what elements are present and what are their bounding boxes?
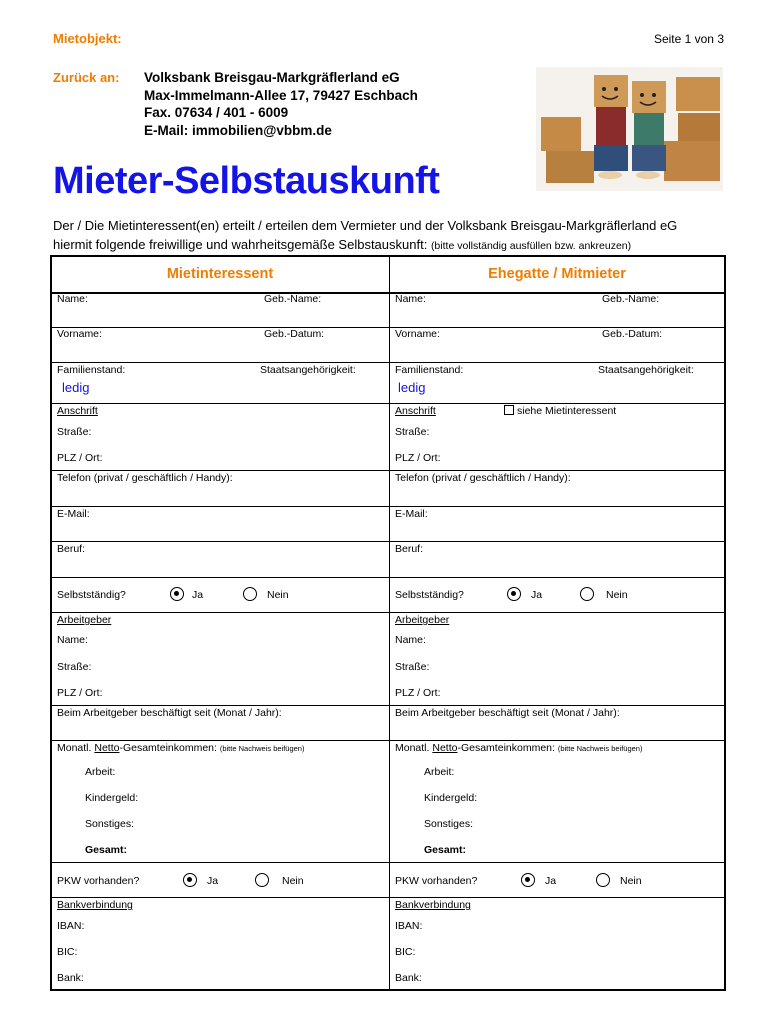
income-suffix: -Gesamteinkommen: xyxy=(119,742,217,754)
employer-zip-city-field[interactable]: PLZ / Ort: xyxy=(57,687,103,699)
co-self-employed-no-radio[interactable] xyxy=(580,587,594,601)
zip-city-field[interactable]: PLZ / Ort: xyxy=(57,452,103,464)
income-label xyxy=(57,742,304,754)
row-divider xyxy=(50,897,726,898)
income-prefix: Monatl. xyxy=(395,742,430,754)
income-other-field[interactable]: Sonstiges: xyxy=(85,818,135,830)
return-label: Zurück an: xyxy=(53,70,120,85)
phone-field[interactable]: Telefon (privat / geschäftlich / Handy): xyxy=(57,472,233,484)
income-prefix: Monatl. xyxy=(57,742,92,754)
income-note: (bitte Nachweis beifügen) xyxy=(557,744,643,753)
street-field[interactable]: Straße: xyxy=(57,426,92,438)
income-netto: Netto xyxy=(94,742,120,754)
yes-label: Ja xyxy=(545,875,557,887)
employer-name-field[interactable]: Name: xyxy=(57,634,88,646)
no-label: Nein xyxy=(282,875,304,887)
co-self-employed-yes-radio[interactable] xyxy=(507,587,521,601)
bic-field[interactable]: BIC: xyxy=(57,946,78,958)
employer-street-field[interactable]: Straße: xyxy=(57,661,92,673)
name-field[interactable]: Name: xyxy=(57,293,88,305)
co-employer-heading: Arbeitgeber xyxy=(395,614,450,626)
co-income-total-field[interactable]: Gesamt: xyxy=(424,844,467,856)
header-divider xyxy=(389,255,390,293)
profession-field[interactable]: Beruf: xyxy=(57,543,86,555)
yes-label: Ja xyxy=(531,589,543,601)
header-photo xyxy=(536,67,723,191)
employed-since-field[interactable]: Beim Arbeitgeber beschäftigt seit (Monat / Jahr): xyxy=(57,707,282,719)
co-employer-zip-city-field[interactable]: PLZ / Ort: xyxy=(395,687,441,699)
intro-text xyxy=(53,216,743,256)
co-car-label: PKW vorhanden? xyxy=(395,875,478,887)
co-zip-city-field[interactable]: PLZ / Ort: xyxy=(395,452,441,464)
column-header-applicant: Mietinteressent xyxy=(166,266,274,282)
co-profession-field[interactable]: Beruf: xyxy=(395,543,424,555)
employer-heading: Arbeitgeber xyxy=(57,614,112,626)
income-child-benefit-field[interactable]: Kindergeld: xyxy=(85,792,139,804)
nationality-field[interactable]: Staatsangehörigkeit: xyxy=(260,364,356,376)
co-bank-heading: Bankverbindung xyxy=(395,899,471,911)
income-total-field[interactable]: Gesamt: xyxy=(85,844,128,856)
return-address xyxy=(144,69,418,139)
car-no-radio[interactable] xyxy=(255,873,269,887)
birth-date-field[interactable]: Geb.-Datum: xyxy=(264,328,325,340)
income-note: (bitte Nachweis beifügen) xyxy=(219,744,305,753)
co-bic-field[interactable]: BIC: xyxy=(395,946,416,958)
same-address-checkbox[interactable] xyxy=(504,405,514,415)
row-divider xyxy=(50,740,726,741)
car-label: PKW vorhanden? xyxy=(57,875,140,887)
co-name-field[interactable]: Name: xyxy=(395,293,426,305)
iban-field[interactable]: IBAN: xyxy=(57,920,85,932)
row-divider xyxy=(50,506,726,507)
address-heading: Anschrift xyxy=(57,405,98,417)
co-marital-status-label: Familienstand: xyxy=(395,364,464,376)
birth-name-field[interactable]: Geb.-Name: xyxy=(264,293,322,305)
marital-status-label: Familienstand: xyxy=(57,364,126,376)
bank-heading: Bankverbindung xyxy=(57,899,133,911)
page-number: Seite 1 von 3 xyxy=(653,32,724,46)
co-employer-street-field[interactable]: Straße: xyxy=(395,661,430,673)
address-line: E-Mail: immobilien@vbbm.de xyxy=(144,122,332,138)
co-car-no-radio[interactable] xyxy=(596,873,610,887)
column-divider xyxy=(389,293,390,991)
no-label: Nein xyxy=(620,875,642,887)
row-divider xyxy=(50,362,726,363)
co-birth-date-field[interactable]: Geb.-Datum: xyxy=(602,328,663,340)
address-line: Volksbank Breisgau-Markgräflerland eG xyxy=(144,70,400,85)
co-bank-name-field[interactable]: Bank: xyxy=(395,972,422,984)
co-iban-field[interactable]: IBAN: xyxy=(395,920,423,932)
row-divider xyxy=(50,541,726,542)
co-income-work-field[interactable]: Arbeit: xyxy=(424,766,455,778)
row-divider xyxy=(50,705,726,706)
email-field[interactable]: E-Mail: xyxy=(57,508,90,520)
co-income-other-field[interactable]: Sonstiges: xyxy=(424,818,474,830)
co-car-yes-radio[interactable] xyxy=(521,873,535,887)
co-self-employed-label: Selbstständig? xyxy=(395,589,464,601)
yes-label: Ja xyxy=(192,589,204,601)
self-employed-yes-radio[interactable] xyxy=(170,587,184,601)
no-label: Nein xyxy=(606,589,628,601)
co-street-field[interactable]: Straße: xyxy=(395,426,430,438)
intro-note: (bitte vollständig ausfüllen bzw. ankreuzen) xyxy=(430,240,632,252)
co-nationality-field[interactable]: Staatsangehörigkeit: xyxy=(598,364,694,376)
co-employer-name-field[interactable]: Name: xyxy=(395,634,426,646)
row-divider xyxy=(50,612,726,613)
self-employed-label: Selbstständig? xyxy=(57,589,126,601)
co-income-child-benefit-field[interactable]: Kindergeld: xyxy=(424,792,478,804)
row-divider xyxy=(50,470,726,471)
same-address-label: siehe Mietinteressent xyxy=(517,405,617,417)
yes-label: Ja xyxy=(207,875,219,887)
no-label: Nein xyxy=(267,589,289,601)
co-address-heading: Anschrift xyxy=(395,405,436,417)
page-title: Mieter-Selbstauskunft xyxy=(53,160,440,202)
address-line: Max-Immelmann-Allee 17, 79427 Eschbach xyxy=(144,87,418,103)
co-marital-status-value[interactable]: ledig xyxy=(398,380,426,395)
marital-status-value[interactable]: ledig xyxy=(62,380,90,395)
income-netto: Netto xyxy=(432,742,458,754)
co-birth-name-field[interactable]: Geb.-Name: xyxy=(602,293,660,305)
intro-line-text: hiermit folgende freiwillige und wahrheitsgemäße Selbstauskunft: xyxy=(53,237,428,252)
co-income-label xyxy=(395,742,642,754)
bank-name-field[interactable]: Bank: xyxy=(57,972,84,984)
co-phone-field[interactable]: Telefon (privat / geschäftlich / Handy): xyxy=(395,472,571,484)
co-first-name-field[interactable]: Vorname: xyxy=(395,328,440,340)
object-label: Mietobjekt: xyxy=(53,31,122,46)
intro-line: Der / Die Mietinteressent(en) erteilt / erteilen dem Vermieter und der Volksbank Breisgau-Markgräflerland eG xyxy=(53,218,678,233)
row-divider xyxy=(50,862,726,863)
intro-line xyxy=(53,235,743,256)
self-employed-no-radio[interactable] xyxy=(243,587,257,601)
row-divider xyxy=(50,577,726,578)
car-yes-radio[interactable] xyxy=(183,873,197,887)
address-line: Fax. 07634 / 401 - 6009 xyxy=(144,105,289,120)
row-divider xyxy=(50,403,726,404)
income-suffix: -Gesamteinkommen: xyxy=(457,742,555,754)
column-header-co-tenant: Ehegatte / Mitmieter xyxy=(488,266,626,282)
first-name-field[interactable]: Vorname: xyxy=(57,328,102,340)
income-work-field[interactable]: Arbeit: xyxy=(85,766,116,778)
co-email-field[interactable]: E-Mail: xyxy=(395,508,428,520)
co-employed-since-field[interactable]: Beim Arbeitgeber beschäftigt seit (Monat / Jahr): xyxy=(395,707,620,719)
